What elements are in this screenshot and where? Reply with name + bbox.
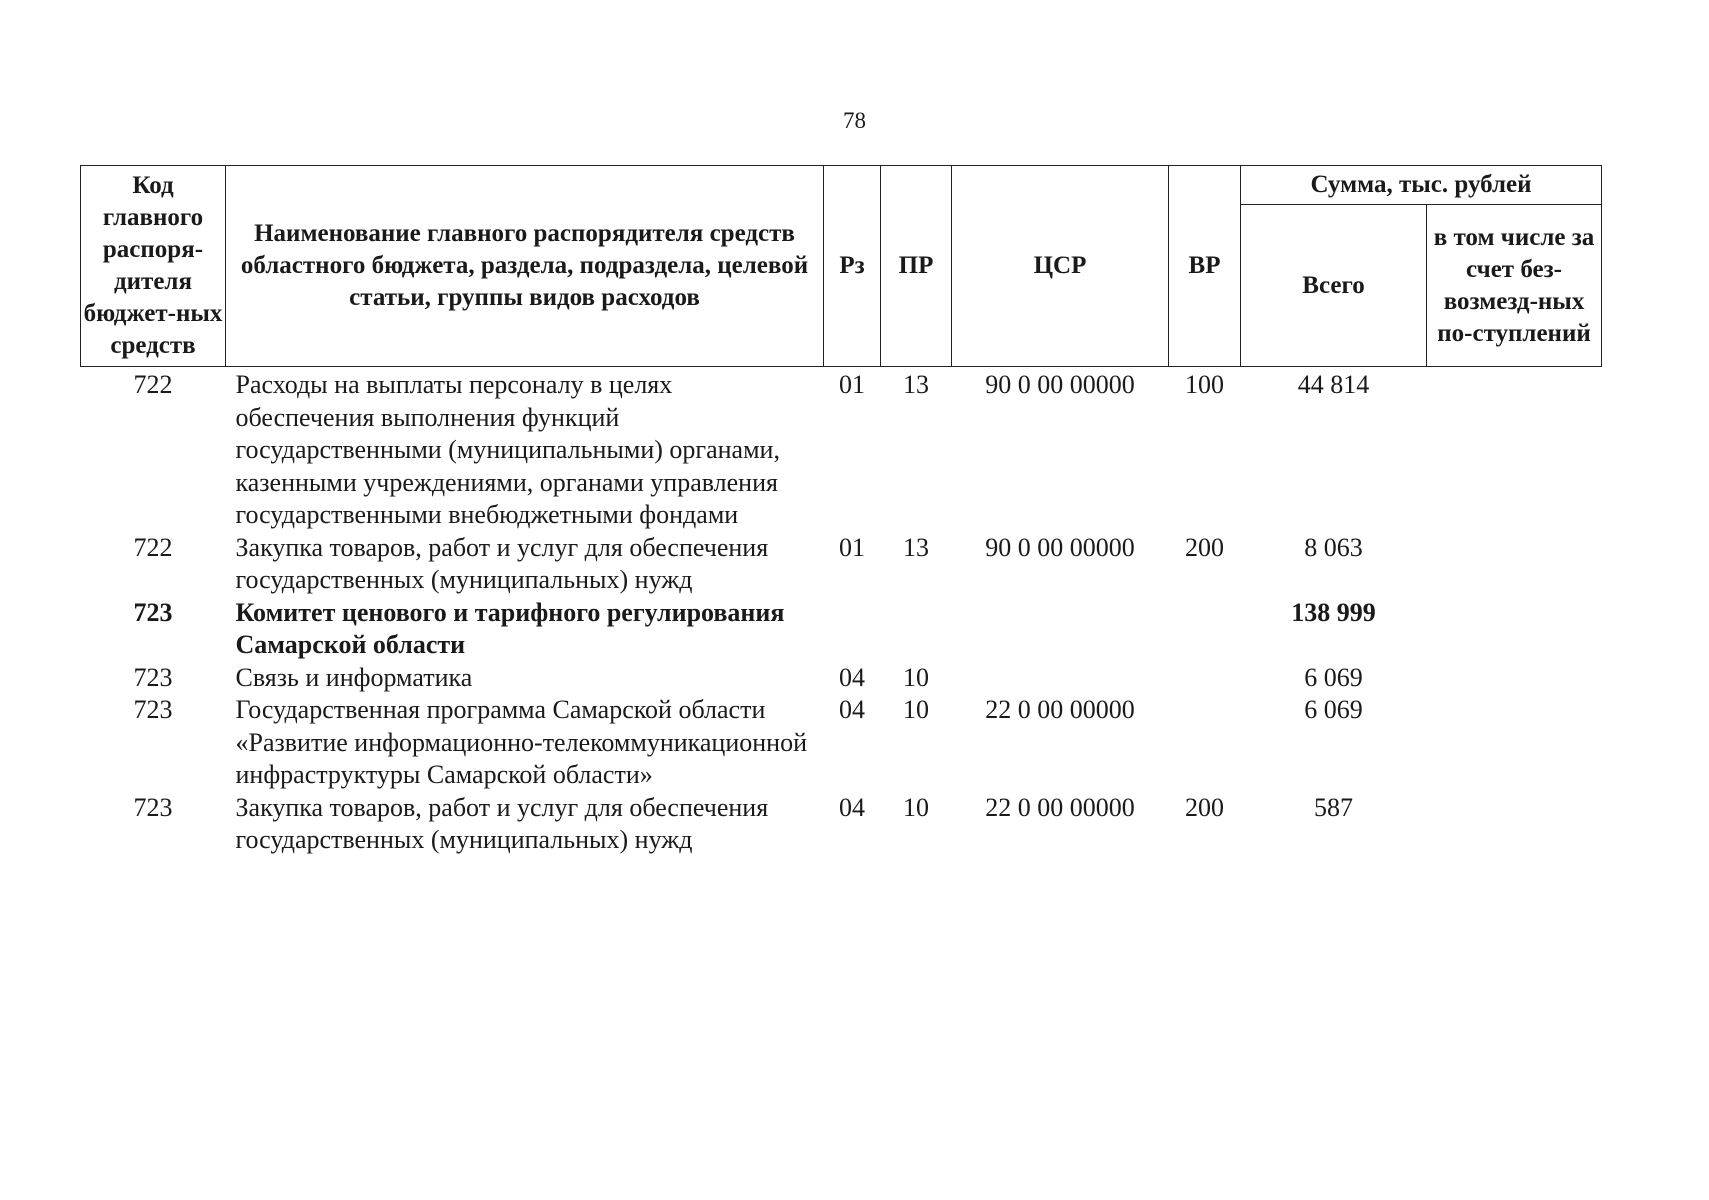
row-name: Закупка товаров, работ и услуг для обеспечения государственных (муниципальных) нужд xyxy=(235,792,769,854)
row-vr xyxy=(1169,597,1241,662)
table-row xyxy=(81,532,1602,597)
row-vr xyxy=(1169,694,1241,792)
row-csr: 90 0 00 00000 xyxy=(985,370,1135,399)
row-code: 722 xyxy=(133,370,173,399)
row-pr xyxy=(881,597,952,662)
row-code: 723 xyxy=(133,662,173,692)
header-rz: Рз xyxy=(824,166,881,367)
row-vr xyxy=(1169,662,1241,695)
row-pr: 10 xyxy=(903,695,929,724)
table-row xyxy=(81,367,1602,532)
row-total: 587 xyxy=(1314,792,1353,822)
row-free xyxy=(1427,662,1602,695)
row-rz xyxy=(824,597,881,662)
row-name: Комитет ценового и тарифного регулирования Самарской области xyxy=(235,597,785,659)
table-row-heading xyxy=(81,597,1602,662)
table-row xyxy=(81,792,1602,857)
row-name: Закупка товаров, работ и услуг для обеспечения государственных (муниципальных) нужд xyxy=(235,532,769,594)
table-row xyxy=(81,662,1602,695)
row-name: Расходы на выплаты персоналу в целях обеспечения выполнения функций государственными (муниципальными) органами, казенными учреждениями, органами управления государственными внебюджетными фондами xyxy=(235,370,780,529)
row-pr: 13 xyxy=(903,370,929,399)
header-total: Всего xyxy=(1241,205,1427,367)
row-csr xyxy=(952,662,1169,695)
row-csr xyxy=(952,597,1169,662)
row-vr: 100 xyxy=(1185,370,1224,399)
header-vr: ВР xyxy=(1169,166,1241,367)
row-code: 723 xyxy=(133,792,173,822)
row-total: 138 999 xyxy=(1291,597,1376,627)
row-free xyxy=(1427,597,1602,662)
row-free xyxy=(1427,367,1602,532)
row-pr: 13 xyxy=(903,532,929,562)
header-free: в том числе за счет без-возмезд-ных по-ступлений xyxy=(1427,205,1602,367)
row-csr: 22 0 00 00000 xyxy=(985,792,1135,822)
header-code: Код главного распоря-дителя бюджет-ных средств xyxy=(81,166,226,367)
row-code: 722 xyxy=(133,532,173,562)
budget-table xyxy=(80,165,1602,857)
row-free xyxy=(1427,792,1602,857)
table-row xyxy=(81,694,1602,792)
row-rz: 04 xyxy=(839,695,865,724)
row-csr: 22 0 00 00000 xyxy=(985,695,1135,724)
row-code: 723 xyxy=(133,695,173,724)
row-code: 723 xyxy=(133,597,173,627)
row-free xyxy=(1427,532,1602,597)
row-vr: 200 xyxy=(1185,792,1224,822)
row-total: 6 069 xyxy=(1304,695,1363,724)
row-name: Связь и информатика xyxy=(235,662,473,692)
row-total: 8 063 xyxy=(1304,532,1363,562)
table-body xyxy=(81,367,1602,857)
table-header xyxy=(81,166,1602,367)
row-rz: 04 xyxy=(839,792,865,822)
header-csr: ЦСР xyxy=(952,166,1169,367)
row-name: Государственная программа Самарской области «Развитие информационно-телекоммуникационной инфраструктуры Самарской области» xyxy=(235,695,808,789)
row-free xyxy=(1427,694,1602,792)
row-total: 6 069 xyxy=(1304,662,1363,692)
row-csr: 90 0 00 00000 xyxy=(985,532,1135,562)
header-name: Наименование главного распорядителя средств областного бюджета, раздела, подраздела, целевой статьи, группы видов расходов xyxy=(226,166,824,367)
row-pr: 10 xyxy=(903,662,929,692)
page-number: 78 xyxy=(843,108,866,133)
header-pr: ПР xyxy=(881,166,952,367)
row-vr: 200 xyxy=(1185,532,1224,562)
row-pr: 10 xyxy=(903,792,929,822)
row-rz: 04 xyxy=(839,662,865,692)
row-rz: 01 xyxy=(839,532,865,562)
row-rz: 01 xyxy=(839,370,865,399)
header-sum-group: Сумма, тыс. рублей xyxy=(1241,166,1602,205)
row-total: 44 814 xyxy=(1297,370,1370,399)
